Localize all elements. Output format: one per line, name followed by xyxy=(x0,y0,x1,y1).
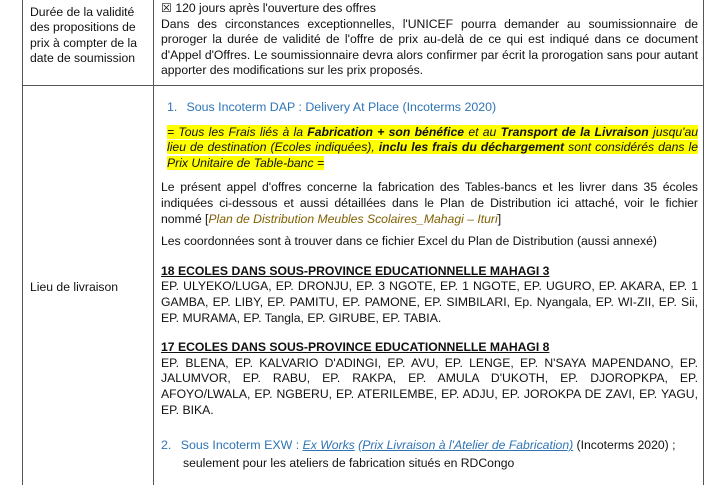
incoterm-dap-heading xyxy=(167,100,698,116)
incoterm-exw-item xyxy=(161,438,698,471)
validity-first-line xyxy=(161,1,698,17)
table-right-border xyxy=(703,0,704,485)
incoterm-dap-title: Sous Incoterm DAP : Delivery At Place xyxy=(186,100,400,114)
note-text-3: jusqu'au lieu de destination (Ecoles indiquées), xyxy=(167,124,699,155)
checked-checkbox-icon: ☒ xyxy=(161,1,172,15)
incoterms-year: (Incoterms 2020) xyxy=(402,100,497,114)
validity-cell xyxy=(161,1,698,79)
ex-works-subtitle: (Prix Livraison à l'Atelier de Fabrication) xyxy=(358,438,574,453)
delivery-cell xyxy=(161,100,698,471)
highlighted-cost-note xyxy=(167,125,698,172)
distribution-plan-file-ref: Plan de Distribution Meubles Scolaires_Mahagi – Ituri xyxy=(208,211,498,226)
coordinates-note: Les coordonnées sont à trouver dans ce fichier Excel du Plan de Distribution (aussi annexé) xyxy=(161,234,657,249)
note-bold-transport: Transport de la Livraison xyxy=(500,124,649,139)
validity-label: Durée de la validité des propositions de prix à compter de la date de soumission xyxy=(30,5,138,66)
tender-description-text: Le présent appel d'offres concerne la fabrication des Tables-bancs et les livrer dans 35 écoles indiquées ci-dessous et aussi détaillées dans le Plan de Distribution ici attaché, voir le fichier nommé [ xyxy=(161,180,698,226)
validity-duration: 120 jours après l'ouverture des offres xyxy=(175,1,376,15)
note-bold-fabrication: Fabrication + son bénéfice xyxy=(307,124,465,139)
table-column-divider xyxy=(153,0,154,485)
note-bold-unloading: inclu les frais du déchargement xyxy=(378,140,565,155)
note-text-4: sont considérés dans le Prix Unitaire de Table-banc = xyxy=(167,140,699,170)
list-number-2: 2. xyxy=(161,438,172,453)
list-number-1: 1. xyxy=(167,100,178,114)
mahagi3-section-title: 18 ECOLES DANS SOUS-PROVINCE EDUCATIONNELLE MAHAGI 3 xyxy=(161,263,550,278)
mahagi8-section-title: 17 ECOLES DANS SOUS-PROVINCE EDUCATIONNELLE MAHAGI 8 xyxy=(161,340,550,355)
mahagi3-school-list: EP. ULYEKO/LUGA, EP. DRONJU, EP. 3 NGOTE, EP. 1 NGOTE, EP. UGURO, EP. AKARA, EP. 1 GAMBA, EP. LIBY, EP. PAMITU, EP. PAMONE, EP. SIMBILARI, Ep. Nyangala, EP. WI-ZII, EP. Sii, EP. MURAMA, EP. Tangla, EP. GIRUBE, EP. TABIA. xyxy=(161,279,698,325)
table-left-border xyxy=(22,0,23,485)
table-row-divider xyxy=(22,85,703,86)
tender-description xyxy=(161,180,698,227)
mahagi8-school-list: EP. BLENA, EP. KALVARIO D'ADINGI, EP. AVU, EP. LENGE, EP. N'SAYA MAPENDANO, EP. JALUMVOR, EP. RABU, EP. RAKPA, EP. AMULA D'UKOTH, EP. DJOROPKPA, EP. AFOYO/LWALA, EP. NGBERU, EP. ATERILEMBE, EP. ADJU, EP. JOROKPA DE ZAVI, EP. YAGU, EP. BIKA. xyxy=(161,355,698,417)
ex-works-label: Ex Works xyxy=(302,438,355,453)
exw-scope-note: seulement pour les ateliers de fabrication situés en RDCongo xyxy=(183,455,515,470)
validity-paragraph: Dans des circonstances exceptionnelles, l'UNICEF pourra demander au soumissionnaire de proroger la durée de validité de l'offre de prix au-delà de ce qui est indiqué dans ce document d'Appel d'Offres. Le soumissionnaire devra alors confirmer par écrit la prorogation sans pour autant apporter des modifications sur les prix proposés. xyxy=(161,16,698,78)
note-text-1: = Tous les Frais liés à la xyxy=(167,124,308,139)
incoterm-exw-heading xyxy=(161,438,698,454)
tender-description-end: ] xyxy=(497,211,502,226)
note-text-2: et au xyxy=(464,124,501,139)
delivery-label: Lieu de livraison xyxy=(30,280,119,294)
incoterm-exw-title: Sous Incoterm EXW : xyxy=(180,438,303,453)
exw-incoterms-year: (Incoterms 2020) ; xyxy=(573,438,676,453)
